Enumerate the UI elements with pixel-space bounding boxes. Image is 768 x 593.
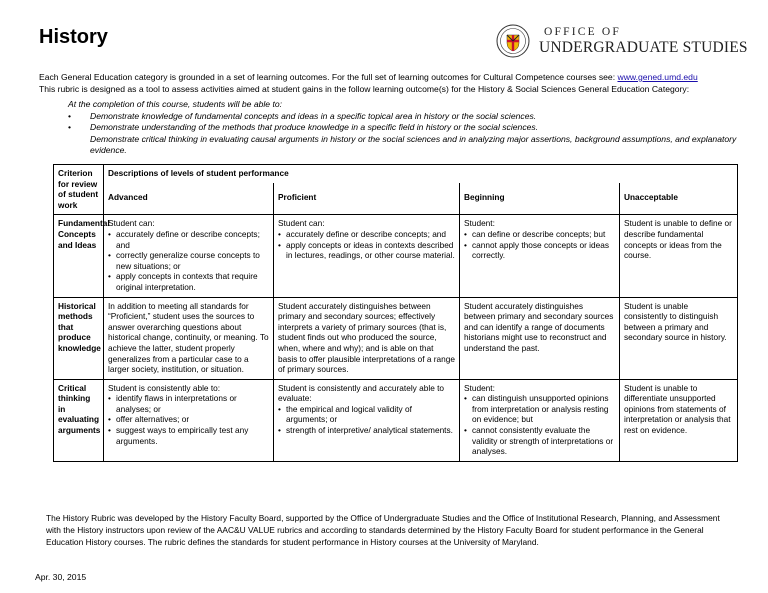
intro-line-1: Each General Education category is grounded in a set of learning outcomes. For the full set of learning outcomes for Cultural Competence courses see: xyxy=(39,72,618,82)
criterion-header: Criterion for review of student work xyxy=(54,165,104,215)
logo-undergraduate-studies: UNDERGRADUATE STUDIES xyxy=(539,39,748,56)
objective-item: • Demonstrate knowledge of fundamental concepts and ideas in a specific topical area in history or the social sciences. xyxy=(68,110,537,121)
bullet-icon: • xyxy=(68,122,72,132)
unacceptable-cell: Student is unable to define or describe fundamental concepts or ideas from the course. xyxy=(620,215,738,297)
level-unacceptable: Unacceptable xyxy=(620,183,738,215)
bullet-icon: • xyxy=(68,110,72,121)
rubric-table xyxy=(53,164,738,462)
unacceptable-cell: Student is unable to differentiate unsupported opinions from statements of interpretation or analysis that rest on evidence. xyxy=(620,379,738,461)
proficient-cell: Student is consistently and accurately able to evaluate: • the empirical and logical validity of arguments; or • strength of interpretive/ analytical statements. xyxy=(274,379,460,461)
objectives-lead: At the completion of this course, students will be able to: xyxy=(68,99,283,109)
advanced-cell: Student can: • accurately define or describe concepts; and • correctly generalize course concepts to new situations; or • apply concepts in contexts that require original interpretation. xyxy=(104,215,274,297)
page-title: History xyxy=(39,26,108,48)
page-date: Apr. 30, 2015 xyxy=(35,572,87,582)
proficient-cell: Student can: • accurately define or describe concepts; and • apply concepts or ideas in contexts described in lectures, readings, or other course material. xyxy=(274,215,460,297)
intro-paragraph xyxy=(39,71,759,95)
proficient-cell: Student accurately distinguishes between primary and secondary sources; effectively interprets a variety of primary sources (that is, student finds out who produced the source, when, where and why); and is able on that basis to offer plausible interpretations of a range of primary sources. xyxy=(274,297,460,379)
logo-office-of: OFFICE OF xyxy=(544,26,621,38)
table-row xyxy=(54,215,738,297)
criterion-cell: Historical methods that produce knowledge xyxy=(54,297,104,379)
level-proficient: Proficient xyxy=(274,183,460,215)
unacceptable-cell: Student is unable consistently to distinguish between a primary and secondary source in history. xyxy=(620,297,738,379)
level-advanced: Advanced xyxy=(104,183,274,215)
learning-objectives xyxy=(68,99,738,157)
beginning-cell: Student: • can distinguish unsupported opinions from interpretation or analysis resting on evidence; but • cannot consistently evaluate the validity or strength of interpretations or analyses. xyxy=(460,379,620,461)
beginning-cell: Student: • can define or describe concepts; but • cannot apply those concepts or ideas correctly. xyxy=(460,215,620,297)
table-row xyxy=(54,379,738,461)
beginning-cell: Student accurately distinguishes between primary and secondary sources and can identify a range of documents historians might use to reconstruct and understand the past. xyxy=(460,297,620,379)
university-seal-icon xyxy=(496,24,530,58)
objective-extra: Demonstrate critical thinking in evaluating causal arguments in history or the social sciences and in analyzing major assertions, background assumptions, and explanatory evidence. xyxy=(90,133,737,155)
criterion-cell: Critical thinking in evaluating arguments xyxy=(54,379,104,461)
gened-link[interactable]: www.gened.umd.edu xyxy=(617,72,698,82)
table-row xyxy=(54,297,738,379)
advanced-cell: Student is consistently able to: • identify flaws in interpretations or analyses; or • offer alternatives; or • suggest ways to empirically test any arguments. xyxy=(104,379,274,461)
descriptions-header: Descriptions of levels of student performance xyxy=(104,165,738,184)
level-beginning: Beginning xyxy=(460,183,620,215)
intro-line-2: This rubric is designed as a tool to assess activities aimed at student gains in the follow learning outcome(s) for the History & Social Sciences General Education Category: xyxy=(39,84,690,94)
footer-note: The History Rubric was developed by the History Faculty Board, supported by the Office of Undergraduate Studies and the Office of Institutional Research, Planning, and Assessment with the History instructors upon review of the AAC&U VALUE rubrics and according to standards determined by the History Faculty Board for student performance in the General Education History courses. The rubric defines the standards for student performance in History courses at the University of Maryland. xyxy=(46,513,720,547)
criterion-cell: Fundamental Concepts and Ideas xyxy=(54,215,104,297)
advanced-cell: In addition to meeting all standards for “Proficient,” student uses the sources to answer overarching questions about historical change, continuity, or meaning. To achieve the latter, student properly generalizes from a particular case to a larger society, institution, or situation. xyxy=(104,297,274,379)
objective-item: • Demonstrate understanding of the methods that produce knowledge in a specific field in history or the social sciences. xyxy=(68,122,539,132)
office-logo xyxy=(496,24,748,60)
